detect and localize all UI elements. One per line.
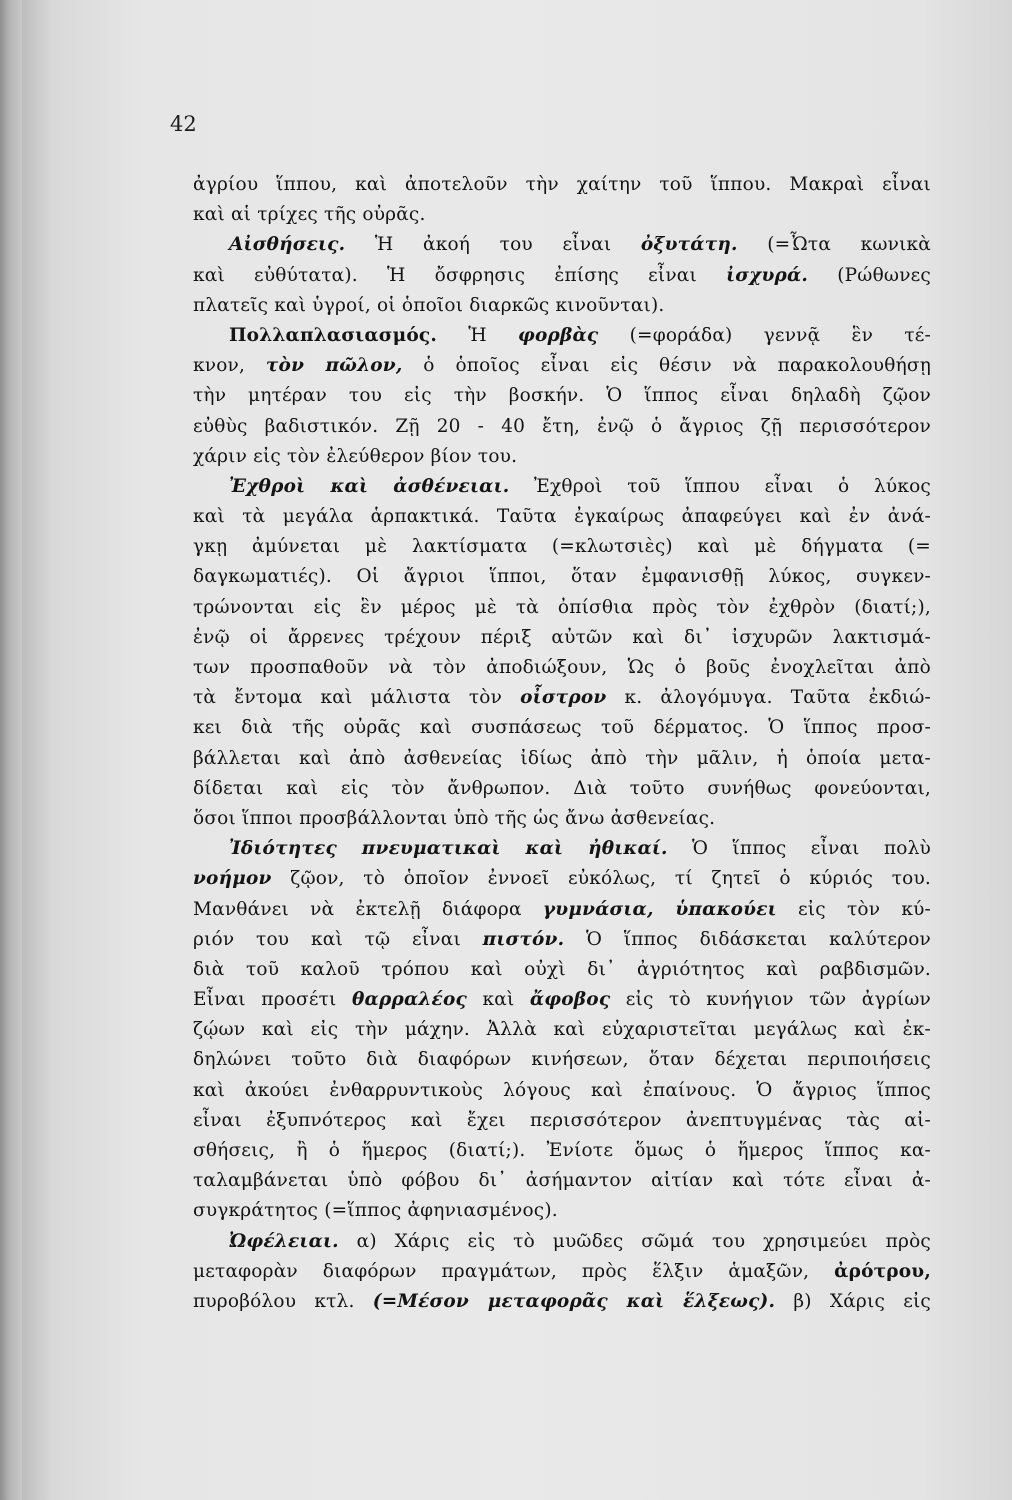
text-run: ἐνῷ οἱ ἄρρενες τρέχουν πέριξ αὐτῶν καὶ δι᾽ ἰσχυρῶν λακτισμά- — [193, 626, 931, 648]
text-run: ζῴων καὶ εἰς τὴν μάχην. Ἀλλὰ καὶ εὐχαριστεῖται μεγάλως καὶ ἐκ- — [193, 1019, 931, 1041]
text-run: διὰ τοῦ καλοῦ τρόπου καὶ οὐχὶ δι᾽ ἀγριότητος καὶ ραβδισμῶν. — [193, 958, 931, 980]
text-line — [193, 895, 931, 925]
text-line — [193, 291, 931, 321]
text-run: χάριν εἰς τὸν ἐλεύθερον βίον του. — [193, 445, 518, 467]
text-line — [193, 1287, 931, 1317]
text-run: πλατεῖς καὶ ὑγροί, οἱ ὁποῖοι διαρκῶς κινοῦνται). — [193, 294, 665, 316]
text-run: δηλώνει τοῦτο διὰ διαφόρων κινήσεων, ὅταν δέχεται περιποιήσεις — [193, 1049, 931, 1071]
text-line — [193, 1045, 931, 1075]
emphasized-term: ἰσχυρά. — [726, 264, 809, 286]
text-run: καὶ εὐθύτατα). Ἡ ὄσφρησις ἐπίσης εἶναι — [193, 264, 727, 286]
emphasized-term: νοήμον — [193, 868, 272, 890]
text-run: εἶναι ἐξυπνότερος καὶ ἔχει περισσότερον ἀνεπτυγμένας τὰς αἰ- — [193, 1109, 931, 1131]
emphasized-term: Ὠφέλειαι. — [229, 1230, 339, 1252]
text-line — [193, 1015, 931, 1045]
text-line — [193, 502, 931, 532]
emphasized-term: Ἰδιότητες πνευματικαὶ καὶ ἠθικαί. — [229, 838, 668, 860]
text-run: τὰ ἔντομα καὶ μάλιστα τὸν — [193, 687, 521, 709]
page-number: 42 — [170, 112, 197, 136]
text-run: δίδεται καὶ εἰς τὸν ἄνθρωπον. Διὰ τοῦτο συνήθως φονεύονται, — [193, 777, 931, 799]
text-run: α) Χάρις εἰς τὸ μυῶδες σῶμά του χρησιμεύει πρὸς — [338, 1230, 931, 1252]
text-run: ριόν του καὶ τῷ εἶναι — [193, 928, 483, 950]
text-line — [193, 321, 931, 351]
text-run: Ὁ ἵππος εἶναι πολὺ — [667, 838, 931, 860]
text-run: τὴν μητέραν του εἰς τὴν βοσκήν. Ὁ ἵππος εἶναι δηλαδὴ ζῷον — [193, 385, 931, 407]
text-run: βάλλεται καὶ ἀπὸ ἀσθενείας ἰδίως ἀπὸ τὴν μᾶλιν, ἡ ὁποία μετα- — [193, 747, 931, 769]
emphasized-term: φορβὰς — [518, 324, 599, 346]
text-run: καὶ τὰ μεγάλα ἁρπακτικά. Ταῦτα ἐγκαίρως ἀπαφεύγει καὶ ἐν ἀνά- — [193, 506, 931, 528]
text-run: καὶ αἱ τρίχες τῆς οὐρᾶς. — [193, 204, 426, 226]
emphasized-term: οἶστρον — [520, 687, 607, 709]
text-line — [193, 170, 931, 200]
text-run: τρώνονται εἰς ἓν μέρος μὲ τὰ ὀπίσθια πρὸς τὸν ἐχθρὸν (διατί;), — [193, 596, 931, 618]
text-line — [193, 623, 931, 653]
text-line — [193, 713, 931, 743]
text-line — [193, 774, 931, 804]
text-line — [193, 230, 931, 260]
text-line — [193, 1166, 931, 1196]
text-run: ἀγρίου ἵππου, καὶ ἀποτελοῦν τὴν χαίτην τοῦ ἵππου. Μακραὶ εἶναι — [193, 174, 931, 195]
emphasized-term: πιστόν. — [482, 928, 565, 950]
text-line — [193, 653, 931, 683]
text-line — [193, 472, 931, 502]
text-line — [193, 1257, 931, 1287]
emphasized-term: ἀρότρου, — [834, 1260, 931, 1282]
text-run: Ἡ ἀκοή του εἶναι — [345, 234, 641, 256]
text-line — [193, 261, 931, 291]
text-line — [193, 412, 931, 442]
text-line — [193, 562, 931, 592]
text-run: κ. ἀλογόμυγα. Ταῦτα ἐκδιώ- — [606, 687, 932, 709]
text-run: (Ρώθωνες — [808, 264, 931, 286]
emphasized-term: Πολλαπλασιασμός. — [229, 324, 437, 346]
text-line — [193, 593, 931, 623]
emphasized-term: Αἰσθήσεις. — [229, 234, 346, 256]
emphasized-term: γυμνάσια, ὑπακούει — [542, 898, 777, 920]
text-run: Εἶναι προσέτι — [193, 989, 352, 1011]
text-run: (=φοράδα) γεννᾷ ἓν τέ- — [598, 324, 931, 346]
text-run: Ὁ ἵππος διδάσκεται καλύτερον — [564, 928, 931, 950]
scan-margin — [0, 0, 22, 1500]
text-run: ζῷον, τὸ ὁποῖον ἐννοεῖ εὐκόλως, τί ζητεῖ ὁ κύριός του. — [271, 868, 931, 890]
text-run: γκῃ ἀμύνεται μὲ λακτίσματα (=κλωτσιὲς) καὶ μὲ δήγματα (= — [193, 536, 931, 558]
emphasized-term: ἄφοβος — [529, 989, 611, 1011]
text-run: ταλαμβάνεται ὑπὸ φόβου δι᾽ ἀσήμαντον αἰτίαν καὶ τότε εἶναι ἀ- — [193, 1170, 931, 1192]
emphasized-term: τὸν πῶλον, — [265, 355, 403, 377]
text-run: σθήσεις, ἢ ὁ ἥμερος (διατί;). Ἐνίοτε ὅμως ὁ ἥμερος ἵππος κα- — [193, 1140, 931, 1161]
text-run: δαγκωματιές). Οἱ ἄγριοι ἵπποι, ὅταν ἐμφανισθῇ λύκος, συγκεν- — [193, 566, 931, 588]
text-line — [193, 381, 931, 411]
text-run: των προσπαθοῦν νὰ τὸν ἀποδιώξουν, Ὡς ὁ βοῦς ἐνοχλεῖται ἀπὸ — [193, 657, 931, 678]
text-run: καὶ ἀκούει ἐνθαρρυντικοὺς λόγους καὶ ἐπαίνους. Ὁ ἄγριος ἵππος — [193, 1079, 931, 1101]
text-run: ὁ ὁποῖος εἶναι εἰς θέσιν νὰ παρακολουθήσῃ — [402, 355, 931, 377]
emphasized-term: Ἐχθροὶ καὶ ἀσθένειαι. — [229, 475, 510, 497]
text-line — [193, 1196, 931, 1226]
text-line — [193, 1136, 931, 1166]
text-line — [193, 1106, 931, 1136]
text-run: κνον, — [193, 355, 266, 377]
text-line — [193, 532, 931, 562]
text-line — [193, 925, 931, 955]
text-run: ὅσοι ἵπποι προσβάλλονται ὑπὸ τῆς ὡς ἄνω ἀσθενείας. — [193, 807, 716, 829]
text-line — [193, 834, 931, 864]
text-run: Μανθάνει νὰ ἐκτελῇ διάφορα — [193, 898, 543, 920]
emphasized-term: θαρραλέος — [351, 989, 468, 1011]
text-run: β) Χάρις εἰς — [775, 1290, 931, 1312]
text-line — [193, 351, 931, 381]
text-run: καὶ — [467, 989, 530, 1011]
text-line — [193, 804, 931, 834]
text-line — [193, 1076, 931, 1106]
text-run: εἰς τὸν κύ- — [776, 898, 932, 920]
text-line — [193, 683, 931, 713]
text-line — [193, 744, 931, 774]
text-run: συγκράτητος (=ἵππος ἀφηνιασμένος). — [193, 1200, 558, 1222]
text-run: Ἡ — [437, 324, 519, 346]
text-line — [193, 864, 931, 894]
text-line — [193, 955, 931, 985]
body-text — [193, 170, 931, 1317]
text-run: (=Ὦτα κωνικὰ — [737, 234, 931, 256]
text-line — [193, 985, 931, 1015]
text-run: Ἐχθροὶ τοῦ ἵππου εἶναι ὁ λύκος — [509, 475, 931, 497]
emphasized-term: ὀξυτάτη. — [640, 234, 738, 256]
emphasized-term: (=Μέσον μεταφορᾶς καὶ ἕλξεως). — [372, 1290, 776, 1312]
text-run: μεταφορὰν διαφόρων πραγμάτων, πρὸς ἕλξιν ἁμαξῶν, — [193, 1260, 835, 1282]
text-run: εὐθὺς βαδιστικόν. Ζῇ 20 - 40 ἔτη, ἐνῷ ὁ ἄγριος ζῇ περισσότερον — [193, 415, 931, 437]
text-line — [193, 200, 931, 230]
text-run: εἰς τὸ κυνήγιον τῶν ἀγρίων — [610, 989, 932, 1011]
text-run: πυροβόλου κτλ. — [193, 1290, 373, 1312]
text-line — [193, 442, 931, 472]
text-run: κει διὰ τῆς οὐρᾶς καὶ συσπάσεως τοῦ δέρματος. Ὁ ἵππος προσ- — [193, 717, 931, 739]
text-line — [193, 1227, 931, 1257]
